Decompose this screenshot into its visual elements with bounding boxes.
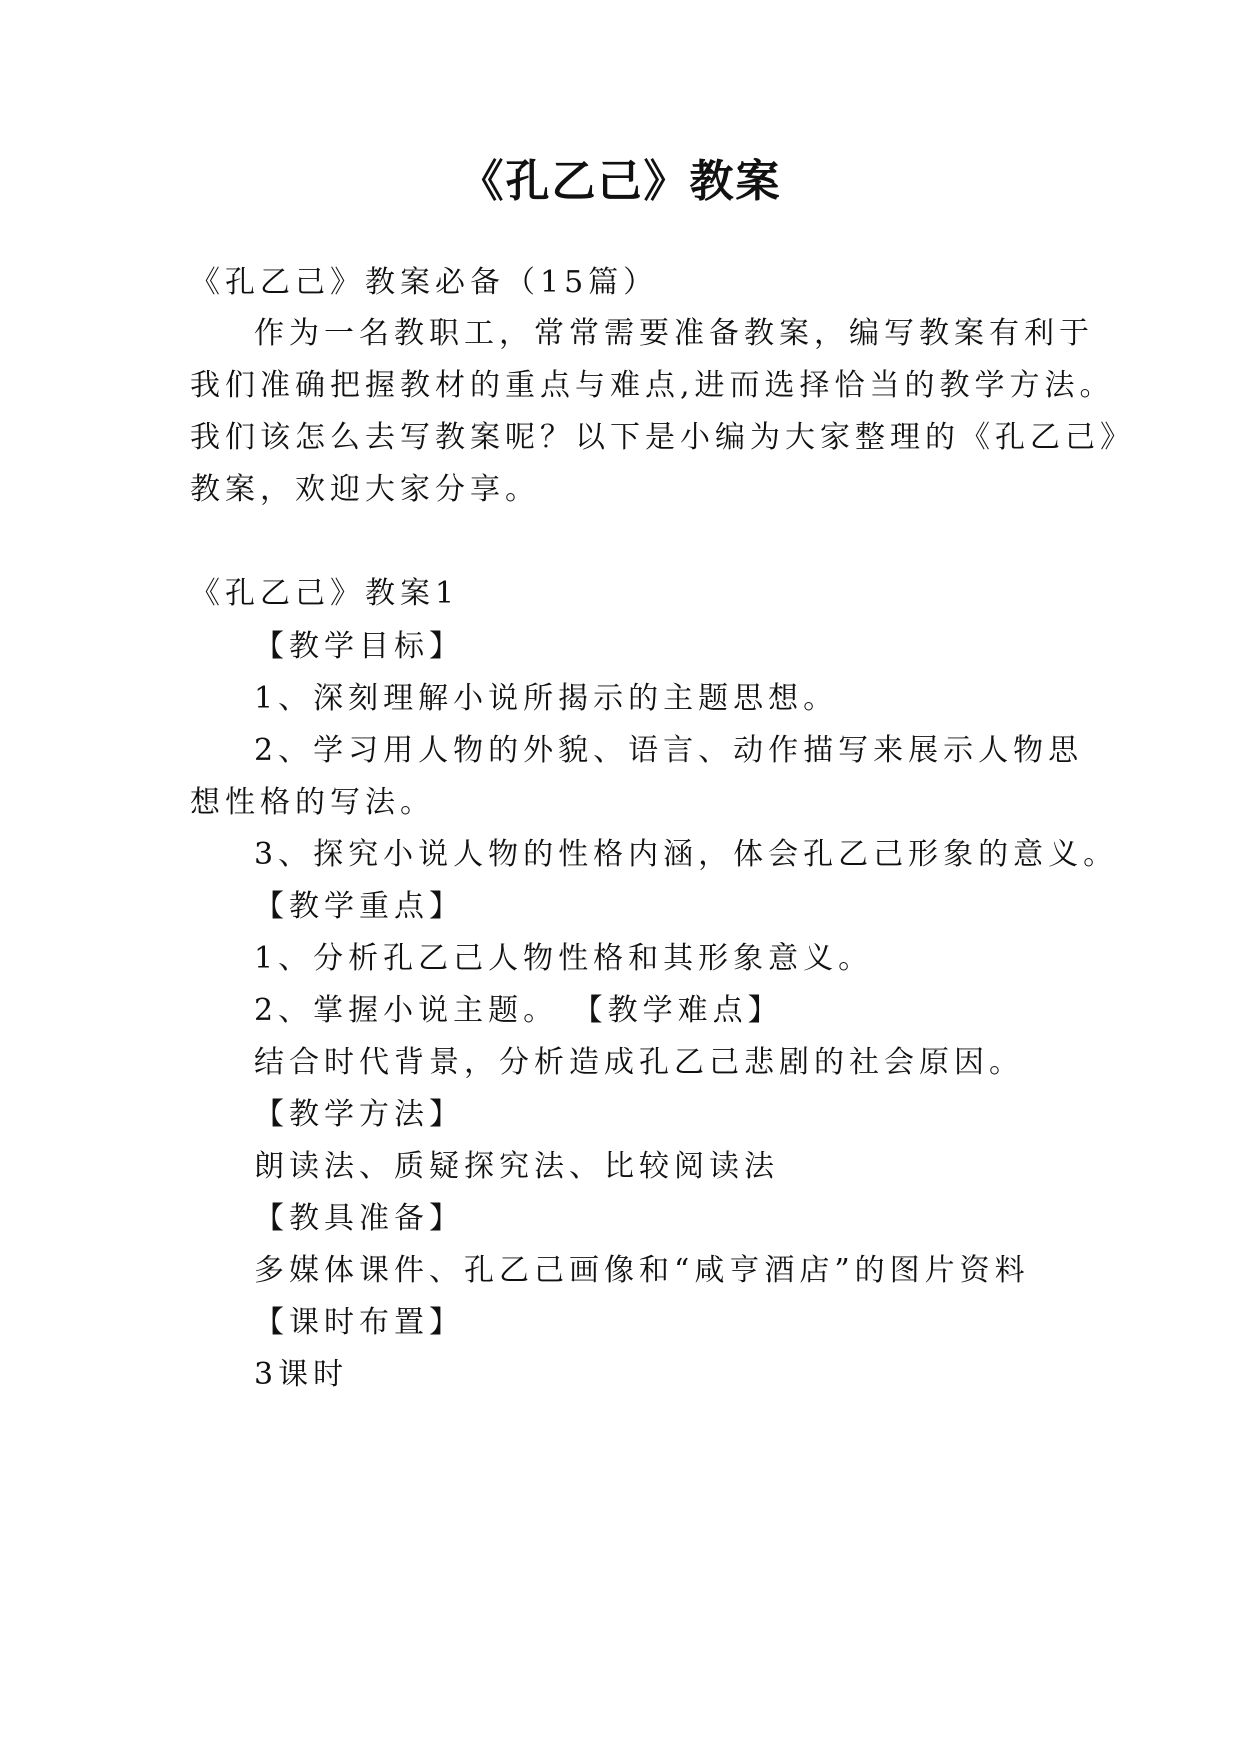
goal-item-2: 2、学习用人物的外貌、语言、动作描写来展示人物思 (254, 733, 1084, 768)
key-point-1: 1、分析孔乙己人物性格和其形象意义。 (254, 941, 874, 976)
schedule-text: 3课时 (254, 1357, 349, 1392)
goal-item-3: 3、探究小说人物的性格内涵，体会孔乙己形象的意义。 (254, 837, 1119, 872)
goals-label: 【教学目标】 (254, 629, 464, 664)
intro-line-2: 我们准确把握教材的重点与难点,进而选择恰当的教学方法。 (190, 368, 1115, 403)
section-heading: 《孔乙己》教案1 (190, 576, 460, 611)
intro-line-1: 作为一名教职工，常常需要准备教案，编写教案有利于 (254, 316, 1094, 351)
key-points-label: 【教学重点】 (254, 889, 464, 924)
document-subtitle: 《孔乙己》教案必备（15篇） (190, 265, 659, 300)
key-point-2-and-difficulty-label: 2、掌握小说主题。 【教学难点】 (254, 993, 783, 1028)
difficulty-text: 结合时代背景，分析造成孔乙己悲剧的社会原因。 (254, 1045, 1024, 1080)
intro-line-3: 我们该怎么去写教案呢？以下是小编为大家整理的《孔乙己》 (190, 420, 1135, 455)
schedule-label: 【课时布置】 (254, 1305, 464, 1340)
method-label: 【教学方法】 (254, 1097, 464, 1132)
goal-item-2-continued: 想性格的写法。 (190, 785, 435, 820)
tools-text: 多媒体课件、孔乙己画像和“咸亨酒店”的图片资料 (254, 1253, 1030, 1288)
intro-line-4: 教案，欢迎大家分享。 (190, 472, 540, 507)
document-title: 《孔乙己》教案 (459, 156, 782, 207)
tools-label: 【教具准备】 (254, 1201, 464, 1236)
goal-item-1: 1、深刻理解小说所揭示的主题思想。 (254, 681, 839, 716)
method-text: 朗读法、质疑探究法、比较阅读法 (254, 1149, 779, 1184)
